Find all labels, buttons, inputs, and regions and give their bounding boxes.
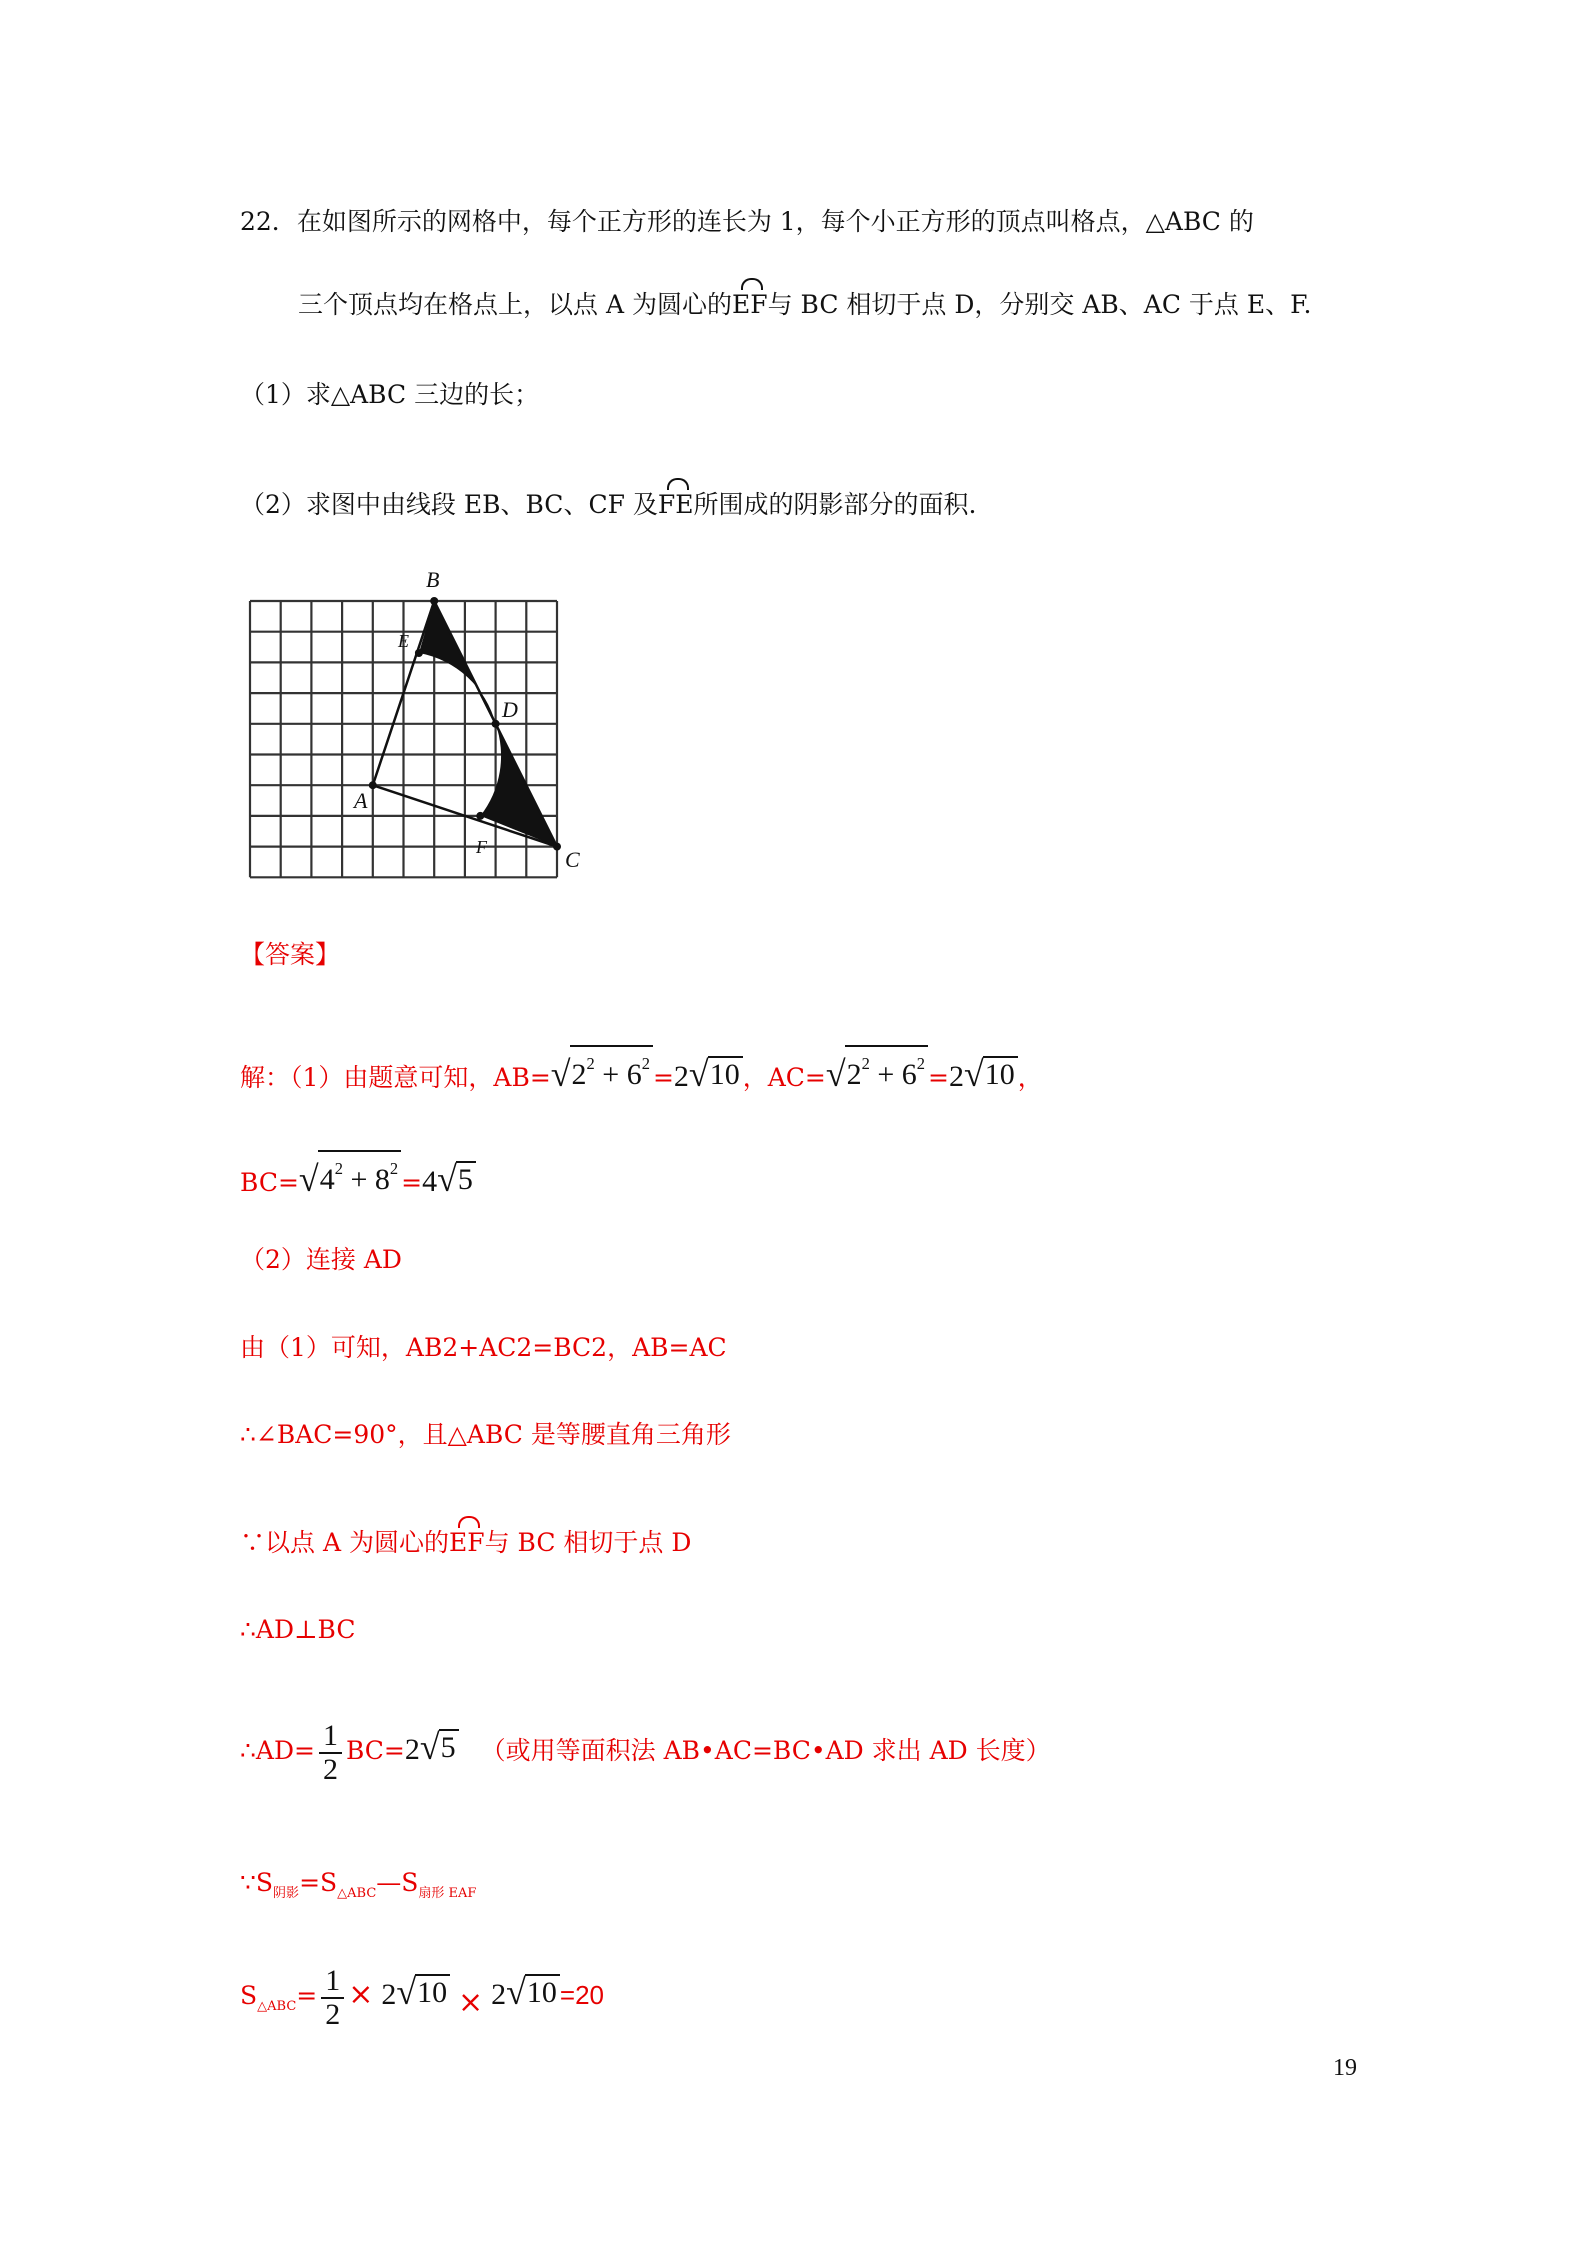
answer-l1-prefix: 解：（1）由题意可知，AB=	[240, 1062, 551, 1092]
problem-text-2a: 三个顶点均在格点上，以点 A 为圆心的	[298, 290, 732, 319]
label-c: C	[565, 847, 580, 872]
problem-line-1	[240, 207, 1254, 237]
answer-line-7: ∴AD⊥BC	[240, 1615, 356, 1644]
sqrt-ac: √ $2^2 + 6^2$	[826, 1045, 928, 1092]
label-b: B	[426, 567, 440, 592]
answer-line-3: （2）连接 AD	[240, 1245, 402, 1274]
answer-l8-note: （或用等面积法 AB•AC=BC•AD 求出 AD 长度）	[480, 1736, 1051, 1765]
geometry-grid-diagram	[240, 565, 600, 895]
arc-ef: EF	[731, 290, 768, 319]
answer-line-10: $S_{\triangle ABC}=$ $\frac{1}{2}$ × 2 √ 10 × 2 √ 10 =20	[240, 1963, 605, 2031]
fraction-half: $\frac{1}{2}$	[319, 1720, 342, 1786]
answer-line-2: BC= √ $4^2 + 8^2$ =4 √ 5	[240, 1150, 476, 1198]
label-d: D	[502, 697, 518, 722]
bc-result: 4 √ 5	[422, 1165, 476, 1198]
answer-line-5: ∴∠BAC=90°，且△ABC 是等腰直角三角形	[240, 1420, 731, 1449]
answer-l1-sep: ，AC=	[742, 1062, 826, 1092]
answer-line-4: 由（1）可知，AB2+AC2=BC2，AB=AC	[240, 1333, 727, 1362]
label-a: A	[354, 788, 368, 813]
question-2-text-b: 所围成的阴影部分的面积.	[693, 490, 977, 519]
sqrt-ab: √ $2^2 + 6^2$	[551, 1045, 653, 1092]
answer-heading: 【答案】	[240, 940, 341, 969]
ab-result: 2 √ 10	[674, 1060, 743, 1093]
problem-number: 22．	[240, 207, 297, 236]
answer-line-9: $\because S_{阴影}=S_{\triangle ABC}—S_{扇形 EAF}$	[240, 1868, 477, 1901]
question-2	[240, 490, 976, 520]
question-2-text-a: （2）求图中由线段 EB、BC、CF 及	[240, 490, 658, 519]
page-number: 19	[1333, 2055, 1357, 2081]
label-e: E	[398, 631, 409, 651]
factor-2: 2 √ 10	[491, 1978, 560, 2011]
answer-line-8: ∴AD= $\frac{1}{2}$ BC=2 √ 5 （或用等面积法 AB•AC=BC•AD 求出 AD 长度）	[240, 1718, 1051, 1786]
equals: =	[652, 1062, 674, 1092]
label-f: F	[476, 837, 487, 857]
ac-result: 2 √ 10	[949, 1060, 1018, 1093]
arc-fe: FE	[657, 490, 694, 519]
problem-text-2b: 与 BC 相切于点 D，分别交 AB、AC 于点 E、F.	[767, 290, 1312, 319]
factor-1: 2 √ 10	[381, 1978, 450, 2011]
arc-ef: EF	[448, 1528, 485, 1557]
answer-line-1: 解：（1）由题意可知，AB= √ $2^2 + 6^2$ =2 √ 10 ，AC= √ $2^2 + 6^2$ =2 √ 10 ，	[240, 1045, 1043, 1093]
fraction-half: $\frac{1}{2}$	[321, 1965, 344, 2031]
answer-line-6: ∵以点 A 为圆心的EF与 BC 相切于点 D	[240, 1528, 692, 1557]
ad-result: 2 √ 5	[405, 1733, 459, 1766]
sqrt-bc: √ $4^2 + 8^2$	[299, 1150, 401, 1197]
problem-text-1: 在如图所示的网格中，每个正方形的连长为 1，每个小正方形的顶点叫格点，△ABC 的	[296, 207, 1254, 236]
question-1: （1）求△ABC 三边的长；	[240, 380, 540, 409]
answer-l2-prefix: BC=	[240, 1167, 299, 1197]
problem-line-2	[298, 290, 1312, 320]
